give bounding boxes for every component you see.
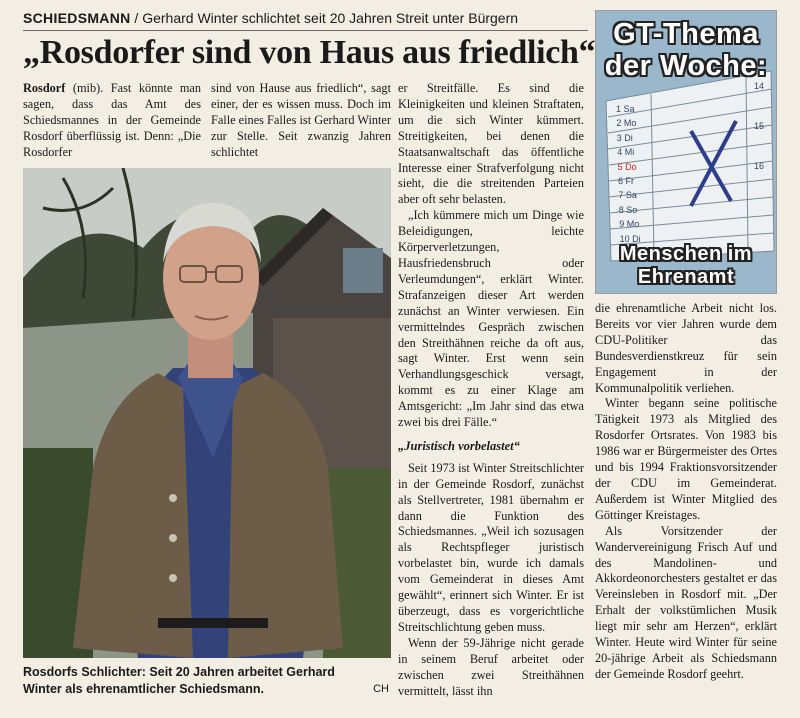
thema-title-line2: der Woche:: [604, 50, 768, 82]
rubric-section: SCHIEDSMANN: [23, 10, 131, 26]
paragraph: die ehrenamtliche Arbeit nicht los. Bereits vor vier Jahren wurde dem CDU-Politiker das Bundesverdienstkreuz für sein Engagement in der Kommunalpolitik verliehen.: [595, 301, 777, 395]
dateline: Rosdorf: [23, 81, 66, 95]
calendar-day-label: 5 Do: [617, 161, 637, 172]
paragraph: er Streitfälle. Es sind die Kleinigkeiten und kleinen Straftaten, um die sich Winter kümmert. Streitigkeiten, bei denen die Staatsanwaltschaft das öffentliche Interesse einer Strafverfolgung nicht sieht, die die streitenden Parteien aber oft sehr belasten.: [398, 81, 584, 207]
article-column-4: [595, 301, 777, 683]
calendar-day-label: 3 Di: [616, 132, 633, 143]
calendar-side-number: 14: [754, 81, 765, 91]
article-column-2: [211, 81, 391, 161]
photo-credit: CH: [373, 683, 389, 695]
topic-of-week-box: [595, 10, 777, 294]
calendar-side-number: 16: [754, 161, 765, 171]
paragraph: Als Vorsitzender der Wandervereinigung Frisch Auf und des Mandolinen- und Akkordeonorchesters gestaltet er das Vereinsleben in Rosdorf mit. „Der Erhalt der volkstümlichen Musik liegt mir sehr am Herzen“, erklärt Winter. Heute wird Winter für seine 20-jährige Arbeit als Schiedsmann der Gemeinde Rosdorf geehrt.: [595, 523, 777, 681]
photo-caption: [23, 664, 391, 698]
portrait-photo: [23, 168, 391, 658]
calendar-side-number: 15: [754, 121, 765, 131]
calendar-day-label: 4 Mi: [617, 147, 635, 158]
subheading: „Juristisch vorbelastet“: [398, 438, 520, 453]
paragraph: Winter begann seine politische Tätigkeit 1973 als Mitglied des Rosdorfer Ortsrates. Von 1983 bis 1986 war er Bürgermeister des Ortes und bis 1994 Fraktionsvorsitzender der CDU im Gemeinderat. Außerdem ist Winter Mitglied des Göttinger Kreistages.: [595, 396, 777, 522]
section-rubric: [23, 8, 588, 31]
calendar-day-label: 8 So: [618, 204, 638, 215]
thema-title-line1: GT-Thema: [613, 18, 759, 50]
article-column-1: [23, 81, 201, 161]
calendar-day-label: 10 Di: [619, 233, 641, 244]
paragraph: sind von Hause aus friedlich“, sagt einer, der es wissen muss. Doch im Falle eines Falles ist Gerhard Winter zur Stelle. Seit zwanzig Jahren schlichtet: [211, 81, 391, 159]
calendar-day-label: 7 Sa: [618, 190, 637, 201]
paragraph: Wenn der 59-Jährige nicht gerade in seinem Beruf arbeitet oder zwischen zwei Streithähnen vermittelt, lässt ihn: [398, 635, 584, 698]
thema-subtitle-line1: Menschen im: [619, 243, 753, 265]
lead-paragraph: [23, 81, 201, 161]
paragraph: Seit 1973 ist Winter Streitschlichter in der Gemeinde Rosdorf, zunächst als Stellvertreter, 1981 übernahm er dann die Funktion des Schiedsmannes. „Weil ich sozusagen als Rechtspfleger juristisch vorbelastet bin, wurde ich damals vom Gemeinderat in dieses Amt gewählt“, erinnert sich Winter. Er ist überzeugt, dass es vorgerichtliche Streitschlichtung geben muss.: [398, 460, 584, 634]
caption-text: Rosdorfs Schlichter: Seit 20 Jahren arbeitet Gerhard Winter als ehrenamtlicher Schiedsmann.: [23, 665, 335, 696]
calendar-day-label: 9 Mo: [619, 219, 640, 230]
portrait-image: [23, 168, 391, 658]
calendar-day-label: 6 Fr: [618, 176, 635, 186]
headline: „Rosdorfer sind von Haus aus friedlich“: [23, 34, 596, 71]
calendar-day-label: 1 Sa: [616, 104, 635, 114]
article-column-3: [398, 81, 584, 699]
calendar-day-label: 2 Mo: [616, 118, 637, 129]
thema-subtitle-line2: Ehrenamt: [637, 266, 735, 288]
rubric-subline: / Gerhard Winter schlichtet seit 20 Jahren Streit unter Bürgern: [130, 10, 519, 26]
paragraph: „Ich kümmere mich um Dinge wie Beleidigungen, leichte Körperverletzungen, Hausfriedensbruch oder Verleumdungen“, erklärt Winter. Strafanzeigen dieser Art werden zunächst an Winter verwiesen. Ein vermittelndes Gespräch zwischen den Streithähnen reiche da oft aus, sagt Winter. Erst wenn sein Verhandlungsgeschick versagt, kommt es zu einer Klage am Amtsgericht: „Im Jahr sind das etwa zwei bis drei Fälle.“: [398, 208, 584, 430]
lead-text: (mib). Fast könnte man sagen, dass das Amt des Schiedsmannes in der Gemeinde Rosdorf überflüssig ist. Denn: „Die Rosdorfer: [23, 81, 201, 159]
